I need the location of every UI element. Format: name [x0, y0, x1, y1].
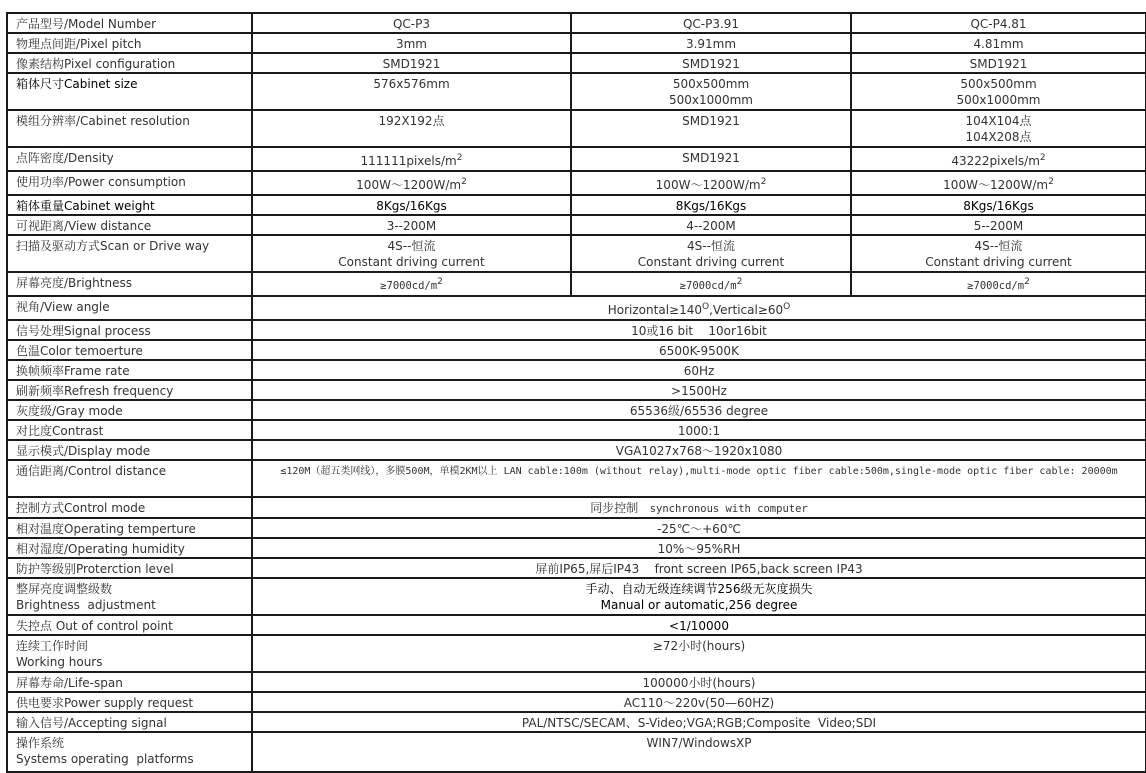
accepting-signal-value: PAL/NTSC/SECAM、S-Video;VGA;RGB;Composite Video;SDI [252, 712, 1146, 732]
weight-p3: 8Kgs/16Kgs [252, 195, 571, 215]
scan-p481 [851, 235, 1146, 272]
label-brightness-adjustment [7, 578, 252, 615]
row-life-span [7, 672, 1146, 692]
label-signal-process: 信号处理Signal process [7, 320, 252, 340]
row-control-mode [7, 497, 1146, 518]
cabinet-size-p481-a: 500x500mm [960, 77, 1037, 91]
pitch-p3: 3mm [252, 33, 571, 53]
label-operating-system [7, 732, 252, 772]
label-operating-temperature: 相对温度Operating temperture [7, 518, 252, 538]
config-p3: SMD1921 [252, 53, 571, 73]
row-signal-process [7, 320, 1146, 340]
brightness-p3-sup: 2 [437, 277, 443, 287]
frame-rate-value: 60Hz [252, 360, 1146, 380]
brightness-p391-sup: 2 [736, 277, 743, 287]
label-pixel-configuration: 像素结构Pixel configuration [7, 53, 252, 73]
view-distance-p3: 3--200M [252, 215, 571, 235]
operating-system-value: WIN7/WindowsXP [252, 732, 1146, 772]
density-p481 [851, 147, 1146, 171]
spec-table [6, 12, 1146, 773]
brightness-p481-sup: 2 [1024, 277, 1030, 287]
resolution-p3: 192X192点 [252, 110, 571, 147]
brightness-p3 [252, 272, 571, 296]
density-p481-sup: 2 [1039, 153, 1046, 163]
label-control-mode: 控制方式Control mode [7, 497, 252, 518]
label-power-supply: 供电要求Power supply request [7, 692, 252, 712]
row-density [7, 147, 1146, 171]
scan-p3-line1: 4S--恒流 [387, 239, 436, 253]
row-brightness-adjustment [7, 578, 1146, 615]
row-control-distance [7, 460, 1146, 497]
power-p391 [571, 171, 851, 195]
weight-p481: 8Kgs/16Kgs [851, 195, 1146, 215]
row-power-consumption [7, 171, 1146, 195]
model-p391: QC-P3.91 [571, 13, 851, 33]
resolution-p391: SMD1921 [571, 110, 851, 147]
control-mode-en: synchronous with computer [649, 503, 808, 515]
row-cabinet-weight [7, 195, 1146, 215]
signal-process-value: 10或16 bit 10or16bit [252, 320, 1146, 340]
power-p3 [252, 171, 571, 195]
power-p3-sup: 2 [461, 177, 467, 187]
scan-p391-line1: 4S--恒流 [687, 239, 735, 253]
row-power-supply [7, 692, 1146, 712]
row-protection-level [7, 558, 1146, 578]
view-angle-deg-v: O [783, 302, 791, 312]
label-cabinet-resolution: 模组分辨率/Cabinet resolution [7, 110, 252, 147]
label-brightness: 屏幕亮度/Brightness [7, 272, 252, 296]
brightness-p481-value: ≥7000cd/m [967, 280, 1025, 292]
view-distance-p481: 5--200M [851, 215, 1146, 235]
operating-temperature-value: -25℃～+60℃ [252, 518, 1146, 538]
label-operating-system-cn: 操作系统 [16, 736, 65, 750]
scan-p391 [571, 235, 851, 272]
brightness-p481 [851, 272, 1146, 296]
power-p481-sup: 2 [1048, 177, 1054, 187]
resolution-p481-a: 104X104点 [965, 114, 1032, 128]
row-operating-temperature [7, 518, 1146, 538]
model-p481: QC-P4.81 [851, 13, 1146, 33]
label-scan-drive: 扫描及驱动方式Scan or Drive way [7, 235, 252, 272]
scan-p481-line2: Constant driving current [925, 255, 1072, 269]
label-color-temperature: 色温Color temoerture [7, 340, 252, 360]
power-p481-value: 100W～1200W/m [943, 178, 1049, 192]
working-hours-value: ≥72小时(hours) [252, 635, 1146, 672]
row-refresh-frequency [7, 380, 1146, 400]
power-p481 [851, 171, 1146, 195]
row-view-angle [7, 296, 1146, 320]
cabinet-size-p391-b: 500x1000mm [669, 93, 753, 107]
row-brightness [7, 272, 1146, 296]
cabinet-size-p391 [571, 73, 851, 110]
power-p3-value: 100W～1200W/m [356, 178, 462, 192]
operating-humidity-value: 10%～95%RH [252, 538, 1146, 558]
brightness-adjustment-en: Manual or automatic,256 degree [600, 598, 798, 612]
label-working-hours-en: Working hours [16, 655, 103, 669]
row-operating-humidity [7, 538, 1146, 558]
brightness-adjustment-cn: 手动、自动无级连续调节256级无灰度损失 [585, 582, 813, 596]
scan-p391-line2: Constant driving current [637, 255, 785, 269]
label-brightness-adjustment-en: Brightness adjustment [16, 598, 156, 612]
label-brightness-adjustment-cn: 整屏亮度调整级数 [16, 582, 113, 596]
view-angle-value [252, 296, 1146, 320]
config-p391: SMD1921 [571, 53, 851, 73]
brightness-p391 [571, 272, 851, 296]
power-p391-value: 100W～1200W/m [655, 178, 761, 192]
row-working-hours [7, 635, 1146, 672]
control-mode-cn: 同步控制 [590, 501, 639, 515]
color-temperature-value: 6500K-9500K [252, 340, 1146, 360]
row-pixel-configuration [7, 53, 1146, 73]
label-cabinet-size: 箱体尺寸Cabinet size [7, 73, 252, 110]
row-display-mode [7, 440, 1146, 460]
gray-mode-value: 65536级/65536 degree [252, 400, 1146, 420]
row-view-distance [7, 215, 1146, 235]
row-accepting-signal [7, 712, 1146, 732]
label-power-consumption: 使用功率/Power consumption [7, 171, 252, 195]
control-distance-value: ≤120M（超五类网线），多膜500M，单模2KM以上 LAN cable:100m (without relay),multi-mode optic fiber cable:500m,single-mode optic fiber cable: 20000m [252, 460, 1146, 497]
power-p391-sup: 2 [760, 177, 767, 187]
scan-p3-line2: Constant driving current [338, 255, 485, 269]
row-gray-mode [7, 400, 1146, 420]
resolution-p481-b: 104X208点 [965, 130, 1032, 144]
view-angle-vertical: ,Vertical≥60 [709, 303, 784, 317]
row-color-temperature [7, 340, 1146, 360]
row-cabinet-size [7, 73, 1146, 110]
row-model [7, 13, 1146, 33]
row-pixel-pitch [7, 33, 1146, 53]
density-p3 [252, 147, 571, 171]
label-accepting-signal: 输入信号/Accepting signal [7, 712, 252, 732]
brightness-p3-value: ≥7000cd/m [380, 280, 438, 292]
row-operating-system [7, 732, 1146, 772]
scan-p481-line1: 4S--恒流 [974, 239, 1023, 253]
label-display-mode: 显示模式/Display mode [7, 440, 252, 460]
row-cabinet-resolution [7, 110, 1146, 147]
label-model: 产品型号/Model Number [7, 13, 252, 33]
label-cabinet-weight: 箱体重量Cabinet weight [7, 195, 252, 215]
power-supply-value: AC110～220v(50—60HZ) [252, 692, 1146, 712]
contrast-value: 1000:1 [252, 420, 1146, 440]
display-mode-value: VGA1027x768～1920x1080 [252, 440, 1146, 460]
density-p3-sup: 2 [456, 153, 463, 163]
density-p481-value: 43222pixels/m [951, 154, 1040, 168]
refresh-frequency-value: >1500Hz [252, 380, 1146, 400]
row-scan-drive [7, 235, 1146, 272]
label-working-hours-cn: 连续工作时间 [16, 639, 89, 653]
label-refresh-frequency: 刷新频率Refresh frequency [7, 380, 252, 400]
label-view-distance: 可视距离/View distance [7, 215, 252, 235]
label-frame-rate: 换帧频率Frame rate [7, 360, 252, 380]
label-operating-system-en: Systems operating platforms [16, 752, 194, 766]
cabinet-size-p3: 576x576mm [252, 73, 571, 110]
label-out-of-control: 失控点 Out of control point [7, 615, 252, 635]
out-of-control-value: <1/10000 [252, 615, 1146, 635]
protection-level-value: 屏前IP65,屏后IP43 front screen IP65,back screen IP43 [252, 558, 1146, 578]
label-pixel-pitch: 物理点间距/Pixel pitch [7, 33, 252, 53]
weight-p391: 8Kgs/16Kgs [571, 195, 851, 215]
view-distance-p391: 4--200M [571, 215, 851, 235]
brightness-p391-value: ≥7000cd/m [679, 280, 737, 292]
model-p3: QC-P3 [252, 13, 571, 33]
pitch-p481: 4.81mm [851, 33, 1146, 53]
config-p481: SMD1921 [851, 53, 1146, 73]
pitch-p391: 3.91mm [571, 33, 851, 53]
label-gray-mode: 灰度级/Gray mode [7, 400, 252, 420]
cabinet-size-p481 [851, 73, 1146, 110]
label-view-angle: 视角/View angle [7, 296, 252, 320]
label-control-distance: 通信距离/Control distance [7, 460, 252, 497]
label-contrast: 对比度Contrast [7, 420, 252, 440]
resolution-p481 [851, 110, 1146, 147]
cabinet-size-p481-b: 500x1000mm [956, 93, 1041, 107]
row-out-of-control [7, 615, 1146, 635]
density-p3-value: 111111pixels/m [360, 154, 457, 168]
label-density: 点阵密度/Density [7, 147, 252, 171]
view-angle-deg-h: O [701, 302, 710, 312]
control-mode-value [252, 497, 1146, 518]
label-life-span: 屏幕寿命/Life-span [7, 672, 252, 692]
cabinet-size-p391-a: 500x500mm [672, 77, 750, 91]
row-contrast [7, 420, 1146, 440]
row-frame-rate [7, 360, 1146, 380]
view-angle-horizontal: Horizontal≥140 [607, 303, 702, 317]
density-p391: SMD1921 [571, 147, 851, 171]
label-operating-humidity: 相对湿度/Operating humidity [7, 538, 252, 558]
label-working-hours [7, 635, 252, 672]
label-protection-level: 防护等级别Proterction level [7, 558, 252, 578]
life-span-value: 100000小时(hours) [252, 672, 1146, 692]
brightness-adjustment-value [252, 578, 1146, 615]
scan-p3 [252, 235, 571, 272]
